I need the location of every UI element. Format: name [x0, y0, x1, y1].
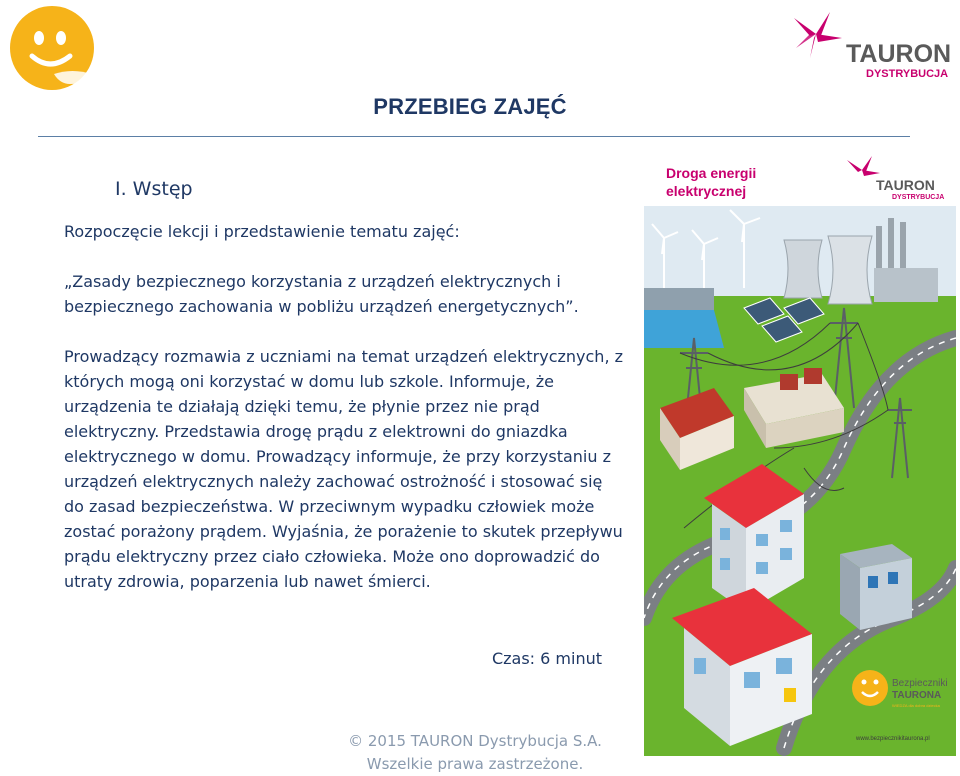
energy-path-infographic — [644, 148, 956, 756]
svg-text:WIEDZA dla dobra dziecka: WIEDZA dla dobra dziecka — [892, 703, 940, 708]
tauron-logo — [790, 4, 958, 82]
footer-copyright: © 2015 TAURON Dystrybucja S.A. — [348, 732, 602, 750]
duration-text: Czas: 6 minut — [491, 649, 602, 668]
tauron-star-icon — [794, 12, 842, 58]
svg-text:Bezpieczniki: Bezpieczniki — [892, 678, 948, 689]
distribution-cabinet-icon — [840, 544, 912, 630]
logo-subtitle: DYSTRYBUCJA — [866, 68, 949, 80]
infographic-title-line2: elektrycznej — [666, 183, 747, 199]
footer — [300, 730, 650, 776]
intro-text: Rozpoczęcie lekcji i przedstawienie tematu zajęć: — [64, 222, 460, 241]
logo-wordmark: TAURON — [846, 40, 952, 68]
infographic-title-line1: Droga energii — [666, 165, 757, 181]
svg-text:DYSTRYBUCJA: DYSTRYBUCJA — [892, 194, 945, 201]
footer-rights: Wszelkie prawa zastrzeżone. — [366, 755, 584, 773]
lesson-description: Prowadzący rozmawia z uczniami na temat urządzeń elektrycznych, z których mogą oni korzystać w domu lub szkole. Informuje, że urządzenia te działają dzięki temu, że płynie przez nie prąd elektryczny. Przedstawia drogę prądu z elektrowni do gniazdka elektrycznego w domu. Prowadzący informuje, że przy korzystaniu z urządzeń elektrycznych należy zachować ostrożność i stosować się do zasad bezpieczeństwa. W przeciwnym wypadku człowiek może zostać porażony prądem. Wyjaśnia, że porażenie to skutek przepływu prądu elektryczny przez ciało człowieka. Może ono doprowadzić do utraty zdrowia, poparzenia lub nawet śmierci. — [64, 347, 624, 591]
smiley-mascot-icon — [6, 4, 98, 96]
hydro-dam-icon — [644, 288, 724, 348]
svg-text:TAURON: TAURON — [876, 177, 935, 193]
section-heading: I. Wstęp — [115, 178, 193, 200]
lesson-topic: „Zasady bezpiecznego korzystania z urządzeń elektrycznych i bezpiecznego zachowania w pobliżu urządzeń energetycznych”. — [64, 272, 579, 316]
page-title: PRZEBIEG ZAJĘĆ — [373, 94, 567, 119]
smiley-mascot-icon — [852, 670, 888, 706]
infographic-url: www.bezpiecznikitaurona.pl — [856, 736, 930, 742]
svg-text:TAURONA: TAURONA — [892, 690, 942, 701]
title-divider — [38, 136, 910, 137]
